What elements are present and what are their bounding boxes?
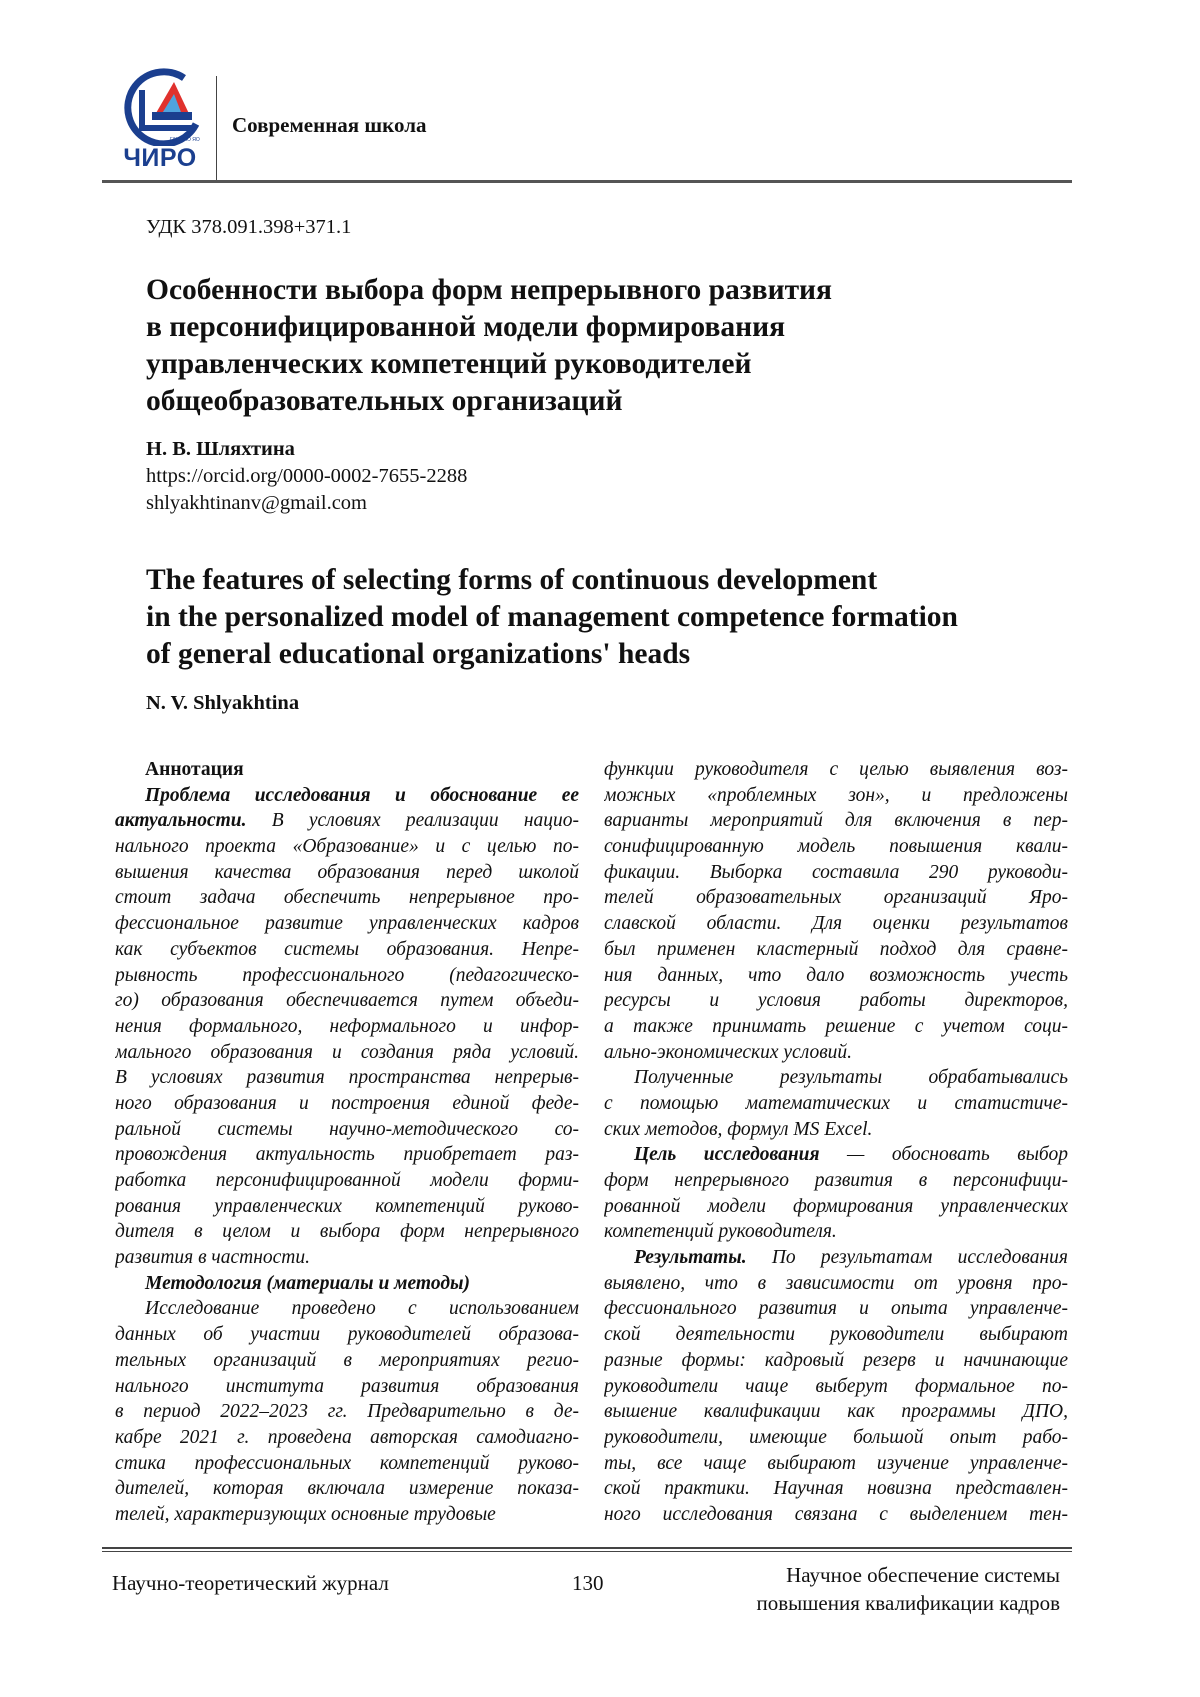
abstract-text-run: дителя в целом и выбора форм непрерывного: [115, 1221, 579, 1242]
abstract-text-run: дителей, которая включала измерение показа-: [115, 1478, 579, 1499]
abstract-text-run: фессиональное развитие управленческих кадров: [115, 913, 579, 934]
abstract-line: [115, 1476, 579, 1502]
abstract-text-run: компетенций руководителя.: [604, 1221, 837, 1242]
abstract-line: [115, 860, 579, 886]
abstract-heading: Аннотация: [115, 757, 579, 783]
abstract-line: [115, 1348, 579, 1374]
abstract-text-run: го) образования обеспечивается путем объеди-: [115, 990, 579, 1011]
abstract-bold-run: актуальности.: [115, 810, 247, 831]
abstract-text-run: ного образования и построения единой феде-: [115, 1093, 579, 1114]
footer-rule-thin: [102, 1551, 1072, 1552]
abstract-line: [604, 1451, 1068, 1477]
abstract-line: [604, 1091, 1068, 1117]
abstract-text-run: руководители чаще выберут формальное по-: [604, 1376, 1068, 1397]
abstract-text-run: фессионального развития и опыта управленче-: [604, 1298, 1068, 1319]
abstract-line: [115, 1322, 579, 1348]
article-title-ru: [146, 272, 1046, 420]
abstract-text-run: можных «проблемных зон», и предложены: [604, 785, 1068, 806]
abstract-line: [115, 1502, 579, 1528]
abstract-line: [604, 1502, 1068, 1528]
abstract-text-run: Полученные результаты обрабатывались: [634, 1067, 1068, 1088]
footer-journal-type: Научно-теоретический журнал: [112, 1571, 389, 1596]
abstract-line: [115, 988, 579, 1014]
abstract-text-run: в период 2022–2023 гг. Предварительно в де-: [115, 1401, 579, 1422]
abstract-line: [115, 1271, 579, 1297]
abstract-line: [604, 988, 1068, 1014]
abstract-text-run: славской области. Для оценки результатов: [604, 913, 1068, 934]
abstract-line: [604, 1374, 1068, 1400]
abstract-text-run: ты, все чаще выбирают изучение управленче-: [604, 1453, 1068, 1474]
abstract-line: [115, 1399, 579, 1425]
abstract-line: [115, 1296, 579, 1322]
logo-text: ЧИРО: [112, 144, 208, 173]
abstract-line: [604, 1040, 1068, 1066]
abstract-text-run: ния данных, что дало возможность учесть: [604, 965, 1068, 986]
abstract-line: [604, 1219, 1068, 1245]
abstract-line: [115, 1425, 579, 1451]
abstract-line: [115, 1374, 579, 1400]
abstract-line: [115, 1168, 579, 1194]
abstract-text-run: ного исследования связана с выделением тен-: [604, 1504, 1068, 1525]
abstract-line: [604, 1117, 1068, 1143]
abstract-line: [115, 1065, 579, 1091]
abstract-line: [115, 885, 579, 911]
abstract-text-run: нального института развития образования: [115, 1376, 579, 1397]
title-en-line: of general educational organizations' heads: [146, 636, 1086, 673]
abstract-line: [604, 1322, 1068, 1348]
abstract-line: [604, 937, 1068, 963]
abstract-line: [604, 1065, 1068, 1091]
logo-small-text: ГАУ ДПО ЯО: [170, 137, 200, 143]
logo-emblem-icon: [112, 68, 208, 146]
abstract-line: [115, 1091, 579, 1117]
footer-rule: [102, 1547, 1072, 1549]
abstract-line: [604, 757, 1068, 783]
abstract-text-run: тельных организаций в мероприятиях регио-: [115, 1350, 579, 1371]
abstract-column-left: [115, 757, 579, 1528]
abstract-bold-run: Цель исследования: [634, 1144, 820, 1165]
abstract-text-run: телей, характеризующих основные трудовые: [115, 1504, 496, 1525]
page-number: 130: [572, 1571, 604, 1596]
title-ru-line: в персонифицированной модели формирования: [146, 309, 1046, 346]
abstract-bold-run: Методология (материалы и методы): [145, 1273, 470, 1294]
abstract-text-run: кабре 2021 г. проведена авторская самодиагно-: [115, 1427, 579, 1448]
abstract-text-run: нального проекта «Образование» и с целью по-: [115, 836, 579, 857]
abstract-text-run: руководители, имеющие большой опыт рабо-: [604, 1427, 1068, 1448]
abstract-line: [604, 1142, 1068, 1168]
abstract-text-run: ской деятельности руководители выбирают: [604, 1324, 1068, 1345]
abstract-text-run: разные формы: кадровый резерв и начинающие: [604, 1350, 1068, 1371]
abstract-text-run: вышение квалификации как программы ДПО,: [604, 1401, 1068, 1422]
title-ru-line: управленческих компетенций руководителей: [146, 346, 1046, 383]
abstract-line: [115, 1245, 579, 1271]
abstract-text-run: был применен кластерный подход для сравне-: [604, 939, 1068, 960]
abstract-line: [604, 808, 1068, 834]
abstract-text-run: ских методов, формул MS Excel.: [604, 1119, 872, 1140]
footer-section-line: Научное обеспечение системы: [756, 1561, 1060, 1589]
abstract-text-run: сонифицированную модель повышения квали-: [604, 836, 1068, 857]
abstract-text-run: стика профессиональных компетенций руково-: [115, 1453, 579, 1474]
abstract-line: [604, 1348, 1068, 1374]
abstract-line: [115, 1219, 579, 1245]
abstract-text-run: выявлено, что в зависимости от уровня про-: [604, 1273, 1068, 1294]
abstract-line: [604, 1425, 1068, 1451]
abstract-text-run: телей образовательных организаций Яро-: [604, 887, 1068, 908]
header-divider: [216, 76, 217, 183]
abstract-line: [604, 783, 1068, 809]
article-title-en: [146, 562, 1086, 673]
orcid-link[interactable]: https://orcid.org/0000-0002-7655-2288: [146, 465, 467, 488]
abstract-line: [604, 1168, 1068, 1194]
abstract-text-run: ально-экономических условий.: [604, 1042, 852, 1063]
abstract-text-run: работка персонифицированной модели форми-: [115, 1170, 579, 1191]
abstract-line: [604, 1399, 1068, 1425]
abstract-line: [604, 885, 1068, 911]
author-name-en: N. V. Shlyakhtina: [146, 692, 299, 715]
abstract-line: [115, 783, 579, 809]
journal-logo: [112, 68, 208, 172]
footer-section: [756, 1561, 1060, 1617]
abstract-bold-run: Проблема исследования и обоснование ее: [145, 785, 579, 806]
abstract-text-run: По результатам исследования: [747, 1247, 1068, 1268]
abstract-text-run: В условиях развития пространства непрерыв-: [115, 1067, 579, 1088]
author-email[interactable]: shlyakhtinanv@gmail.com: [146, 492, 367, 515]
abstract-line: [604, 1476, 1068, 1502]
abstract-text-run: варианты мероприятий для включения в пер-: [604, 810, 1068, 831]
abstract-line: [115, 937, 579, 963]
abstract-text-run: развития в частности.: [115, 1247, 310, 1268]
footer-section-line: повышения квалификации кадров: [756, 1589, 1060, 1617]
abstract-text-run: нения формального, неформального и инфор-: [115, 1016, 579, 1037]
abstract-text-run: форм непрерывного развития в персонифици-: [604, 1170, 1068, 1191]
abstract-line: [115, 963, 579, 989]
abstract-column-right: [604, 757, 1068, 1528]
author-name-ru: Н. В. Шляхтина: [146, 438, 295, 461]
header-rule: [102, 180, 1072, 183]
abstract-line: [604, 1271, 1068, 1297]
abstract-text-run: рования управленческих компетенций руково-: [115, 1196, 579, 1217]
abstract-text-run: стоит задача обеспечить непрерывное про-: [115, 887, 579, 908]
abstract-text-run: — обосновать выбор: [820, 1144, 1068, 1165]
abstract-text-run: фикации. Выборка составила 290 руководи-: [604, 862, 1068, 883]
abstract-line: [115, 808, 579, 834]
abstract-line: [115, 911, 579, 937]
abstract-line: [604, 1014, 1068, 1040]
abstract-text-run: ральной системы научно-методического со-: [115, 1119, 579, 1140]
journal-name: Современная школа: [232, 113, 426, 138]
title-en-line: The features of selecting forms of continuous development: [146, 562, 1086, 599]
abstract-text-run: как субъектов системы образования. Непре-: [115, 939, 579, 960]
title-ru-line: общеобразовательных организаций: [146, 383, 1046, 420]
abstract-line: [604, 1245, 1068, 1271]
abstract-text-run: вышения качества образования перед школой: [115, 862, 579, 883]
abstract-bold-run: Результаты.: [634, 1247, 747, 1268]
abstract-text-run: мального образования и создания ряда условий.: [115, 1042, 579, 1063]
title-ru-line: Особенности выбора форм непрерывного развития: [146, 272, 1046, 309]
abstract-line: [115, 1117, 579, 1143]
abstract-line: [604, 963, 1068, 989]
abstract-text-run: данных об участии руководителей образова-: [115, 1324, 579, 1345]
abstract-line: [115, 1194, 579, 1220]
abstract-line: [604, 911, 1068, 937]
abstract-text-run: Исследование проведено с использованием: [145, 1298, 579, 1319]
udk-code: УДК 378.091.398+371.1: [146, 216, 351, 239]
abstract-line: [115, 1040, 579, 1066]
abstract-text-run: рованной модели формирования управленческих: [604, 1196, 1068, 1217]
abstract-text-run: В условиях реализации нацио-: [247, 810, 579, 831]
abstract-line: [115, 1451, 579, 1477]
abstract-text-run: функции руководителя с целью выявления воз-: [604, 759, 1068, 780]
abstract-text-run: провождения актуальность приобретает раз-: [115, 1144, 579, 1165]
title-en-line: in the personalized model of management competence formation: [146, 599, 1086, 636]
abstract-text-run: ресурсы и условия работы директоров,: [604, 990, 1068, 1011]
abstract-line: [115, 1142, 579, 1168]
abstract-text-run: с помощью математических и статистиче-: [604, 1093, 1068, 1114]
abstract-line: [604, 834, 1068, 860]
abstract-line: [604, 1194, 1068, 1220]
abstract-line: [604, 1296, 1068, 1322]
abstract-line: [604, 860, 1068, 886]
abstract-line: [115, 1014, 579, 1040]
abstract-text-run: рывность профессионального (педагогическо-: [115, 965, 579, 986]
abstract-text-run: ской практики. Научная новизна представлен-: [604, 1478, 1068, 1499]
abstract-text-run: а также принимать решение с учетом соци-: [604, 1016, 1068, 1037]
abstract-line: [115, 834, 579, 860]
